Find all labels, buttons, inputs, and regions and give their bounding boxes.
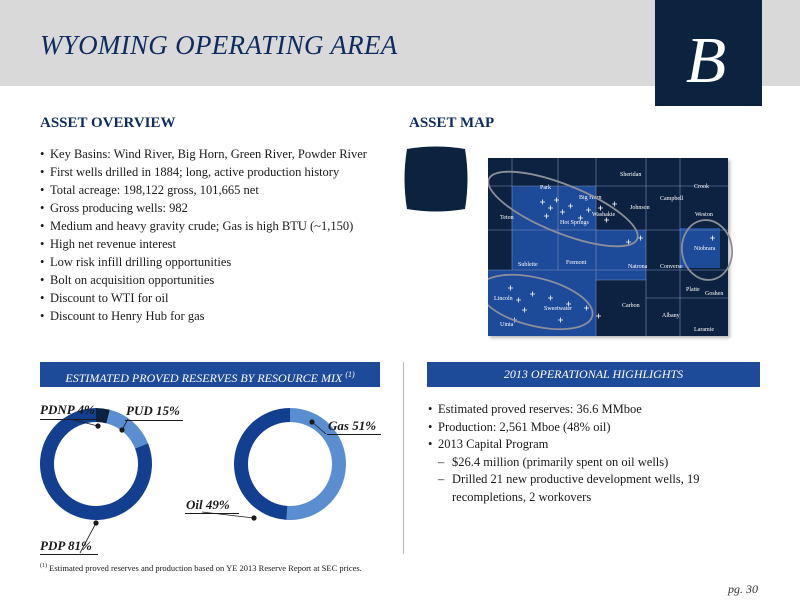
list-item: • Low risk infill drilling opportunities [40, 253, 380, 271]
map-label-hot-springs: Hot Springs [560, 220, 589, 226]
map-label-sublette: Sublette [518, 262, 538, 268]
label-pdp: PDP 81% [40, 538, 92, 553]
asset-map [488, 158, 736, 342]
reserves-banner-note: (1) [345, 370, 355, 379]
map-label-big-horn: Big Horn [579, 195, 602, 201]
list-item: • Total acreage: 198,122 gross, 101,665 net [40, 181, 380, 199]
sub-list-item: – $26.4 million (primarily spent on oil wells) [428, 454, 768, 472]
label-pdnp: PDNP 4% [40, 402, 95, 417]
label-underline [40, 419, 104, 420]
asset-overview-list [40, 145, 380, 325]
list-item: • Estimated proved reserves: 36.6 MMboe [428, 401, 768, 419]
map-label-park: Park [540, 185, 551, 191]
leader-dot [310, 420, 314, 424]
page-title: WYOMING OPERATING AREA [40, 30, 398, 60]
wyoming-state-icon [397, 143, 475, 215]
list-item: • Key Basins: Wind River, Big Horn, Green River, Powder River [40, 145, 380, 163]
leader-dot [120, 428, 124, 432]
label-pud: PUD 15% [126, 403, 180, 418]
map-label-converse: Converse [660, 264, 683, 270]
list-item: • 2013 Capital Program [428, 436, 768, 454]
asset-map-title: ASSET MAP [409, 115, 495, 131]
map-label-crook: Crook [694, 184, 709, 190]
map-label-laramie: Laramie [694, 327, 714, 333]
map-label-platte: Platte [686, 287, 700, 293]
label-gas: Gas 51% [328, 418, 377, 433]
list-item: • Bolt on acquisition opportunities [40, 271, 380, 289]
list-item: • First wells drilled in 1884; long, active production history [40, 163, 380, 181]
map-label-niobrara: Niobrara [694, 246, 716, 252]
map-label-fremont: Fremont [566, 260, 587, 266]
reserves-banner [40, 362, 380, 387]
list-item: • Discount to WTI for oil [40, 289, 380, 307]
footnote: $^{(1)}$ Estimated proved reserves and production based on YE 2013 Reserve Report at SEC prices. [40, 563, 362, 573]
map-label-goshen: Goshen [705, 291, 724, 297]
leader-dot [252, 516, 256, 520]
svg-text:B: B [685, 24, 727, 97]
label-underline [185, 513, 239, 514]
sub-list-item: – Drilled 21 new productive development wells, 19 recompletions, 2 workovers [428, 471, 768, 506]
donut-slice-oil [234, 408, 290, 520]
leader-dot [96, 424, 100, 428]
map-label-uinta: Uinta [500, 322, 514, 328]
map-label-weston: Weston [695, 212, 713, 218]
leader-dot [94, 521, 98, 525]
column-divider [403, 362, 404, 554]
list-item: • Gross producing wells: 982 [40, 199, 380, 217]
list-item: • Discount to Henry Hub for gas [40, 307, 380, 325]
list-item: • High net revenue interest [40, 235, 380, 253]
list-item: • Production: 2,561 Mboe (48% oil) [428, 419, 768, 437]
asset-overview-title: ASSET OVERVIEW [40, 115, 176, 131]
map-label-sheridan: Sheridan [620, 172, 642, 178]
reserves-banner-text: ESTIMATED PROVED RESERVES BY RESOURCE MIX [65, 371, 343, 385]
map-label-campbell: Campbell [660, 196, 684, 202]
map-label-lincoln: Lincoln [494, 296, 513, 302]
page-number: pg. 30 [728, 582, 758, 596]
highlights-banner: 2013 OPERATIONAL HIGHLIGHTS [427, 362, 760, 387]
map-label-natrona: Natrona [628, 264, 648, 270]
map-label-teton: Teton [500, 215, 514, 221]
highlights-list [428, 401, 768, 506]
label-underline [40, 554, 98, 555]
list-item: • Medium and heavy gravity crude; Gas is high BTU (~1,150) [40, 217, 380, 235]
label-underline [125, 420, 183, 421]
company-logo [655, 0, 762, 106]
label-oil: Oil 49% [186, 497, 230, 512]
map-label-johnson: Johnson [630, 205, 650, 211]
label-underline [327, 434, 381, 435]
map-label-sweetwater: Sweetwater [544, 306, 572, 312]
map-label-washakie: Washakie [592, 212, 616, 218]
map-label-albany: Albany [662, 313, 680, 319]
map-label-carbon: Carbon [622, 303, 640, 309]
